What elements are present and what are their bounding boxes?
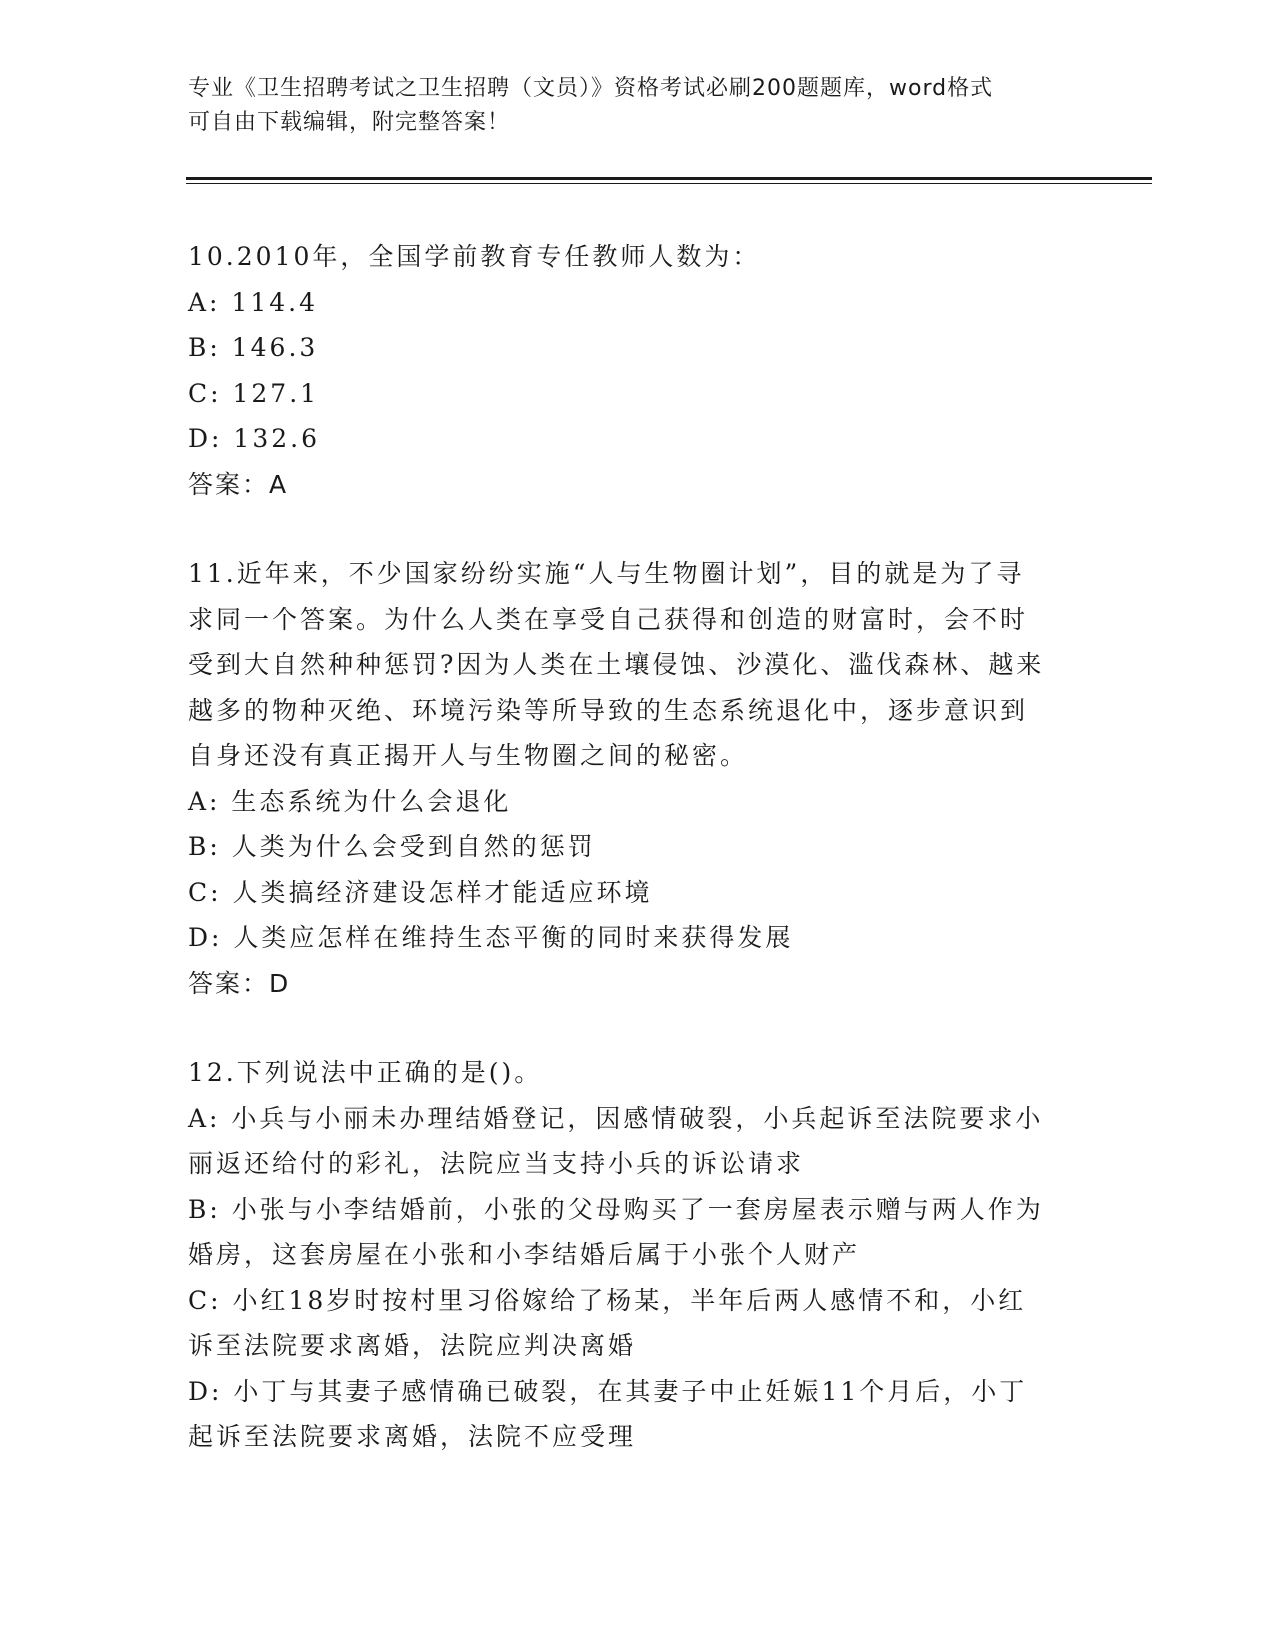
option-d-continued: 起诉至法院要求离婚，法院不应受理 <box>188 1422 637 1451</box>
option-d: D: 132.6 <box>188 424 320 453</box>
option-a: A: 小兵与小丽未办理结婚登记，因感情破裂，小兵起诉至法院要求小 <box>188 1103 1044 1133</box>
question-stem: 受到大自然种种惩罚?因为人类在土壤侵蚀、沙漠化、滥伐森林、越来 <box>188 650 1045 679</box>
question-11 <box>188 551 1078 1006</box>
option-c: C: 人类搞经济建设怎样才能适应环境 <box>188 877 653 907</box>
option-a-continued: 丽返还给付的彩礼，法院应当支持小兵的诉讼请求 <box>188 1149 805 1178</box>
header-rule-thin <box>186 183 1152 184</box>
question-stem: 自身还没有真正揭开人与生物圈之间的秘密。 <box>188 741 749 770</box>
option-d: D: 人类应怎样在维持生态平衡的同时来获得发展 <box>188 923 794 952</box>
option-b: B: 小张与小李结婚前，小张的父母购买了一套房屋表示赠与两人作为 <box>188 1194 1044 1224</box>
question-stem: 10.2010年，全国学前教育专任教师人数为： <box>188 242 761 271</box>
header-line-1: 专业《卫生招聘考试之卫生招聘（文员）》资格考试必刷200题题库，word格式 <box>188 76 994 101</box>
question-12 <box>188 1050 1078 1460</box>
option-b: B: 人类为什么会受到自然的惩罚 <box>188 832 596 861</box>
option-c: C: 127.1 <box>188 378 320 408</box>
option-b: B: 146.3 <box>188 333 319 362</box>
option-a: A: 生态系统为什么会退化 <box>188 786 512 816</box>
question-10 <box>188 234 1078 507</box>
question-stem: 求同一个答案。为什么人类在享受自己获得和创造的财富时，会不时 <box>188 604 1029 634</box>
answer-label: 答案：D <box>188 968 291 998</box>
question-list <box>188 234 1078 1504</box>
option-a: A: 114.4 <box>188 287 318 317</box>
question-stem: 11.近年来，不少国家纷纷实施“人与生物圈计划”，目的就是为了寻 <box>188 559 1025 588</box>
question-stem: 12.下列说法中正确的是()。 <box>188 1058 543 1087</box>
header-line-2: 可自由下载编辑，附完整答案！ <box>188 110 511 135</box>
document-header <box>188 72 1068 140</box>
option-c-continued: 诉至法院要求离婚，法院应判决离婚 <box>188 1331 637 1360</box>
question-stem: 越多的物种灭绝、环境污染等所导致的生态系统退化中，逐步意识到 <box>188 695 1029 725</box>
header-rule-thick <box>186 177 1152 180</box>
option-d: D: 小丁与其妻子感情确已破裂，在其妻子中止妊娠11个月后，小丁 <box>188 1376 1028 1406</box>
option-b-continued: 婚房，这套房屋在小张和小李结婚后属于小张个人财产 <box>188 1240 861 1269</box>
option-c: C: 小红18岁时按村里习俗嫁给了杨某，半年后两人感情不和，小红 <box>188 1285 1027 1315</box>
answer-label: 答案：A <box>188 469 289 499</box>
